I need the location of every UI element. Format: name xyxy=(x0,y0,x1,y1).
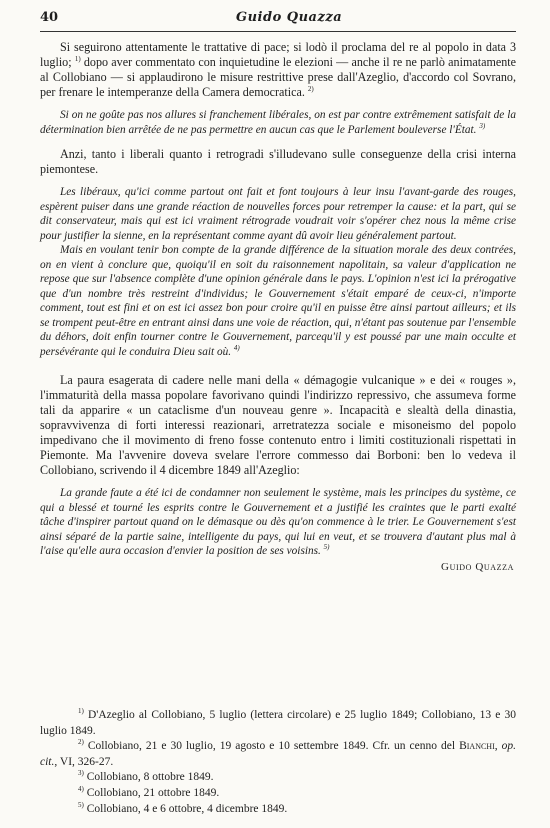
footnote-5: $^{5)}$ Collobiano, 4 e 6 ottobre, 4 dicembre 1849. xyxy=(78,800,288,815)
quotation-1: Si on ne goûte pas nos allures si franchement libérales, on est par contre extrêmement satisfait de la détermination bien arrêtée de ne pas permettre en aucun cas que le Parlement bouleverse l'État. $^{3)}$ xyxy=(40,109,516,136)
footnote-ref-5: 5) xyxy=(323,543,330,552)
paragraph-3: La paura esagerata di cadere nelle mani della « démagogie vulcanique » e dei « rouges », l'immaturità della massa popolare favorivano quindi l'indirizzo repressivo, che assumeva forme tali da apparire « un cataclisme d'un nouveau genre ». Incapacità e slealtà della dinastia, sopravvivenza di forti interessi reazionari, arretratezza sociale e misoneismo del popolo impedivano che il movimento di freno fosse contenuto entro i limiti costituzionali rispettati in Piemonte. Ma l'avvenire doveva svelare l'errore commesso dai Borboni: ben lo vedeva il Collobiano, scrivendo il 4 dicembre 1849 all'Azeglio: xyxy=(40,373,516,477)
footnote-1: $^{1)}$ D'Azeglio al Collobiano, 5 luglio (lettera circolare) e 25 luglio 1849; Collobiano, 13 e 30 luglio 1849. xyxy=(40,707,517,737)
footnote-4: $^{4)}$ Collobiano, 21 ottobre 1849. xyxy=(78,785,220,799)
paragraph-1: Si seguirono attentamente le trattative di pace; si lodò il proclama del re al popolo in data 3 luglio; $^{1)}$ dopo aver commentato con inquietudine le elezioni — anche il re ne parlò animatamente al Collobiano — si applaudirono le misure restrittive prese dall'Azeglio, d'accordo col Sovrano, per frenare le intemperanze della Camera democratica. $^{2)}$ xyxy=(40,40,516,99)
cited-author: Bianchi xyxy=(459,740,495,753)
footnote-ref-3: 3) xyxy=(479,121,486,130)
author-signature: Guido Quazza xyxy=(441,560,514,573)
main-text xyxy=(40,40,516,573)
footnote-ref-2: 2) xyxy=(307,84,314,93)
page-number: 40 xyxy=(40,10,59,25)
footnote-2: $^{2)}$ Collobiano, 21 e 30 luglio, 19 agosto e 10 settembre 1849. Cfr. un cenno del Bianchi, op. cit., VI, 326-27. xyxy=(40,738,517,768)
header-rule xyxy=(40,31,516,32)
paragraph-2: Anzi, tanto i liberali quanto i retrogradi s'illudevano sulle conseguenze della crisi interna piemontese. xyxy=(40,147,516,176)
running-title: Guido Quazza xyxy=(236,10,343,25)
quotation-3: La grande faute a été ici de condamner non seulement le système, mais les principes du système, ce qui a blessé et tourné les esprits contre le Gouvernement et a justifié les craintes que le parti exalté tâche d'inspirer partout quand on le démasque ou dès qu'on commence à le trier. Le Gouvernement s'est ainsi séparé de la partie saine, intelligente du pays, qui lui en veut, et se trouvera d'autant plus mal à l'aise qu'elle aura occasion d'envier la position de ses voisins. $^{5)}$ xyxy=(40,487,516,557)
footnote-ref-4: 4) xyxy=(233,343,240,352)
footnote-3: $^{3)}$ Collobiano, 8 ottobre 1849. xyxy=(78,769,214,784)
quotation-2b: Mais en voulant tenir bon compte de la grande différence de la situation morale des deux contrées, on en vient à conclure que, quoiqu'il en soit du raisonnement napolitain, sa valeur d'application ne repose que sur l'absence complète d'une opinion générale dans le pays. L'opinion n'est ici la prérogative que d'un nombre très restreint d'individus; le Gouvernement s'était emparé de ceux-ci, n'importe comment, tout est fini et on est ici assez bon pour croire qu'il en puisse être ainsi partout ailleurs; et ils se trompent peut-être en entrant ainsi dans une voie de réaction, qui, n'étant pas soutenue par l'ensemble du déhors, doit enfin tourner contre le Gouvernement, parcequ'il y est poussé par une main occulte et persévérante qui le conduira Dieu sait où. $^{4)}$ xyxy=(40,244,516,358)
footnote-ref-1: 1) xyxy=(74,54,81,63)
quotation-2a: Les libéraux, qu'ici comme partout ont fait et font toujours à leur insu l'avant-garde des rouges, espèrent puiser dans une grande réaction de nouvelles forces pour retremper la cause: et la part, qui se dit conservateur, mais qui est ici vraiment rétrograde voudrait voir s'opérer chez nous la même crise pour justifier la sienne, en la représentant comme ayant dû avoir lieu généralement partout. xyxy=(40,186,516,242)
footnotes xyxy=(40,708,516,817)
